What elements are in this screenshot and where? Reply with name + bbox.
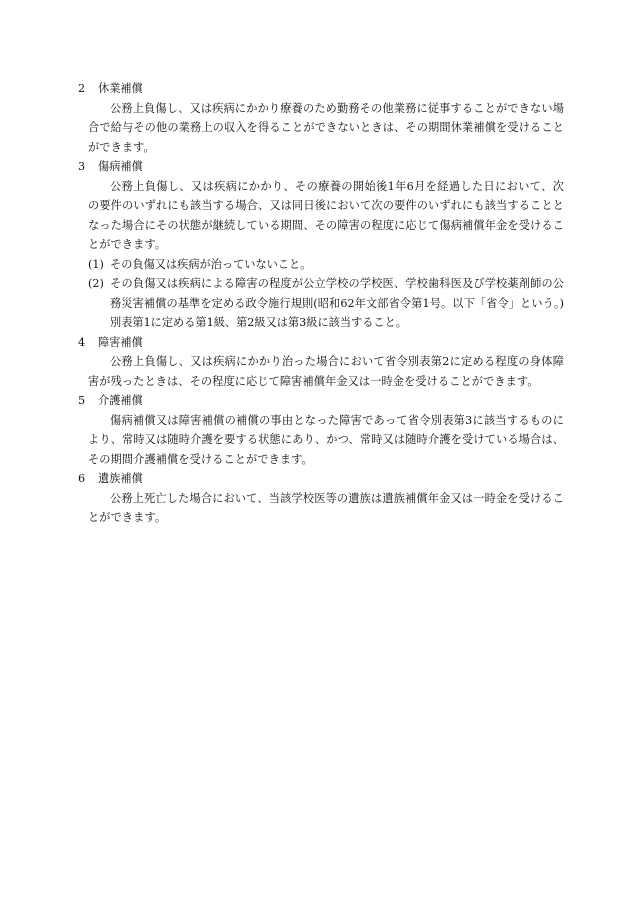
- section-paragraph: 公務上負傷し、又は疾病にかかり、その療養の開始後1年6月を経過した日において、次の要件のいずれにも該当する場合、又は同日後において次の要件のいずれにも該当することとなった場合にその状態が継続している期間、その障害の程度に応じて傷病補償年金を受けることができます。: [88, 179, 564, 251]
- section-heading: [78, 469, 564, 489]
- section-title: 傷病補償: [98, 160, 143, 173]
- list-item-text: その負傷又は疾病が治っていないこと。: [110, 257, 312, 271]
- section-title: 障害補償: [98, 335, 143, 349]
- section-number: 3: [78, 160, 86, 173]
- section-kaigo-hosho: [78, 391, 564, 469]
- list-item-number: (1): [88, 257, 104, 271]
- section-title: 介護補償: [98, 394, 143, 407]
- section-paragraph: 傷病補償又は障害補償の補償の事由となった障害であって省令別表第3に該当するものにより、常時又は随時介護を要する状態にあり、かつ、常時又は随時介護を受けている場合は、その期間介護補償を受けることができます。: [88, 413, 564, 466]
- section-title: 休業補償: [98, 82, 143, 95]
- document-body: [78, 79, 564, 528]
- section-heading: [78, 157, 564, 177]
- list-item-number: (2): [88, 277, 104, 290]
- section-number: 2: [78, 82, 86, 95]
- section-paragraph: 公務上負傷し、又は疾病にかかり療養のため勤務その他業務に従事することができない場合で給与その他の業務上の収入を得ることができないときは、その期間休業補償を受けることができます。: [88, 101, 564, 154]
- section-heading: [78, 391, 564, 411]
- section-kyugyo-hosho: [78, 79, 564, 157]
- section-shobyo-hosho: [78, 157, 564, 333]
- section-paragraph: 公務上死亡した場合において、当該学校医等の遺族は遺族補償年金又は一時金を受けることができます。: [88, 491, 564, 524]
- section-heading: [78, 333, 564, 353]
- list-item: [78, 255, 564, 275]
- section-title: 遺族補償: [98, 472, 143, 485]
- section-paragraph: 公務上負傷し、又は疾病にかかり治った場合において省令別表第2に定める程度の身体障害が残ったときは、その程度に応じて障害補償年金又は一時金を受けることができます。: [88, 355, 564, 388]
- section-number: 4: [78, 335, 86, 349]
- section-number: 5: [78, 394, 86, 407]
- section-shogai-hosho: [78, 333, 564, 392]
- list-item: [78, 274, 564, 333]
- section-izoku-hosho: [78, 469, 564, 528]
- section-number: 6: [78, 472, 86, 485]
- list-item-text: その負傷又は疾病による障害の程度が公立学校の学校医、学校歯科医及び学校薬剤師の公務災害補償の基準を定める政令施行規則(昭和62年文部省令第1号。以下「省令」という。)別表第1に定める第1級、第2級又は第3級に該当すること。: [110, 277, 564, 329]
- section-heading: [78, 79, 564, 99]
